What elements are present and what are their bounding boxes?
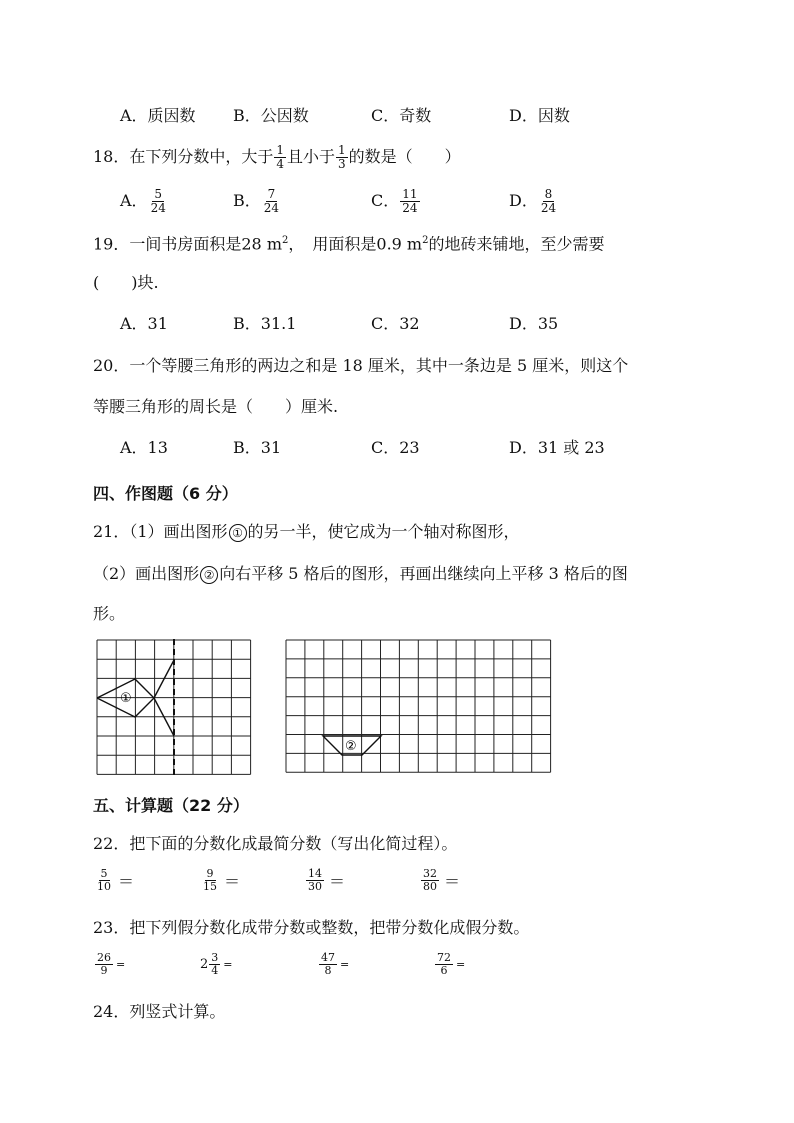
q18-prefix: 18．在下列分数中，大于 [93, 147, 274, 166]
q23-text: 23．把下列假分数化成带分数或整数，把带分数化成假分数。 [93, 918, 530, 937]
q22-item-2: $\frac{9}{15}$ ＝ [203, 867, 241, 893]
q19-option-b: B．31.1 [233, 314, 297, 333]
q20-line-2: 等腰三角形的周长是（ ）厘米. [93, 397, 339, 416]
q18-option-b: B． $\frac{7}{24}$ [233, 187, 280, 215]
figure-1-mark: ① [229, 524, 247, 542]
section-5-heading: 五、计算题（22 分） [93, 796, 249, 815]
grid-figure-1 [96, 639, 252, 776]
q17-option-a: A．质因数 [120, 106, 196, 125]
q18-fraction-2: $\frac{1}{3}$ [338, 143, 346, 171]
q20-option-c: C．23 [371, 438, 420, 457]
q24-text: 24．列竖式计算。 [93, 1002, 226, 1021]
q23-item-3: $\frac{47}{8}$ = [321, 951, 350, 977]
question-18 [93, 144, 461, 171]
question-19: 19．一间书房面积是28 $m^2$， 用面积是0.9 $m^2$的地砖来铺地，至少需要 [93, 234, 605, 254]
q19-option-d: D．35 [509, 314, 559, 333]
q18-option-a: A． $\frac{5}{24}$ [120, 187, 166, 215]
figure-2-label: ② [345, 739, 357, 754]
q18-fraction-1: $\frac{1}{4}$ [276, 143, 285, 171]
q19-line-2: ( )块. [93, 273, 159, 292]
q18-option-c: C． $\frac{11}{24}$ [371, 187, 418, 215]
q22-item-3: $\frac{14}{30}$ ＝ [308, 867, 346, 893]
q21-part-3: 形。 [93, 604, 126, 623]
q17-option-d: D．因数 [509, 106, 570, 125]
q20-option-d: D．31 或 23 [509, 438, 605, 457]
q20-line-1: 20．一个等腰三角形的两边之和是 18 厘米，其中一条边是 5 厘米，则这个 [93, 356, 629, 375]
q17-option-b: B．公因数 [233, 106, 309, 125]
q21-part-1: 21．（1）画出图形 ① 的另一半，使它成为一个轴对称图形， [93, 522, 520, 541]
q23-item-2: 2 $\frac{3}{4}$ = [200, 951, 233, 977]
q18-option-d: D． $\frac{8}{24}$ [509, 187, 557, 215]
q22-item-4: $\frac{32}{80}$ ＝ [423, 867, 461, 893]
q23-item-1: $\frac{26}{9}$ = [97, 951, 126, 977]
q23-item-4: $\frac{72}{6}$ = [437, 951, 466, 977]
grid-figure-2 [285, 639, 552, 776]
q20-option-a: A．13 [120, 438, 168, 457]
q18-suffix: 的数是（ ） [348, 147, 461, 166]
q19-option-a: A．31 [120, 314, 168, 333]
figure-1-label: ① [120, 691, 132, 706]
q22-text: 22．把下面的分数化成最简分数（写出化简过程）。 [93, 834, 458, 853]
q18-mid: 且小于 [287, 147, 336, 166]
q22-item-1: $\frac{5}{10}$ ＝ [97, 867, 135, 893]
section-4-heading: 四、作图题（6 分） [93, 484, 238, 503]
figure-2-mark: ② [200, 566, 218, 584]
q19-option-c: C．32 [371, 314, 420, 333]
q20-option-b: B．31 [233, 438, 282, 457]
q17-option-c: C．奇数 [371, 106, 432, 125]
q21-part-2: （2）画出图形 ② 向右平移 5 格后的图形，再画出继续向上平移 3 格后的图 [93, 564, 628, 583]
